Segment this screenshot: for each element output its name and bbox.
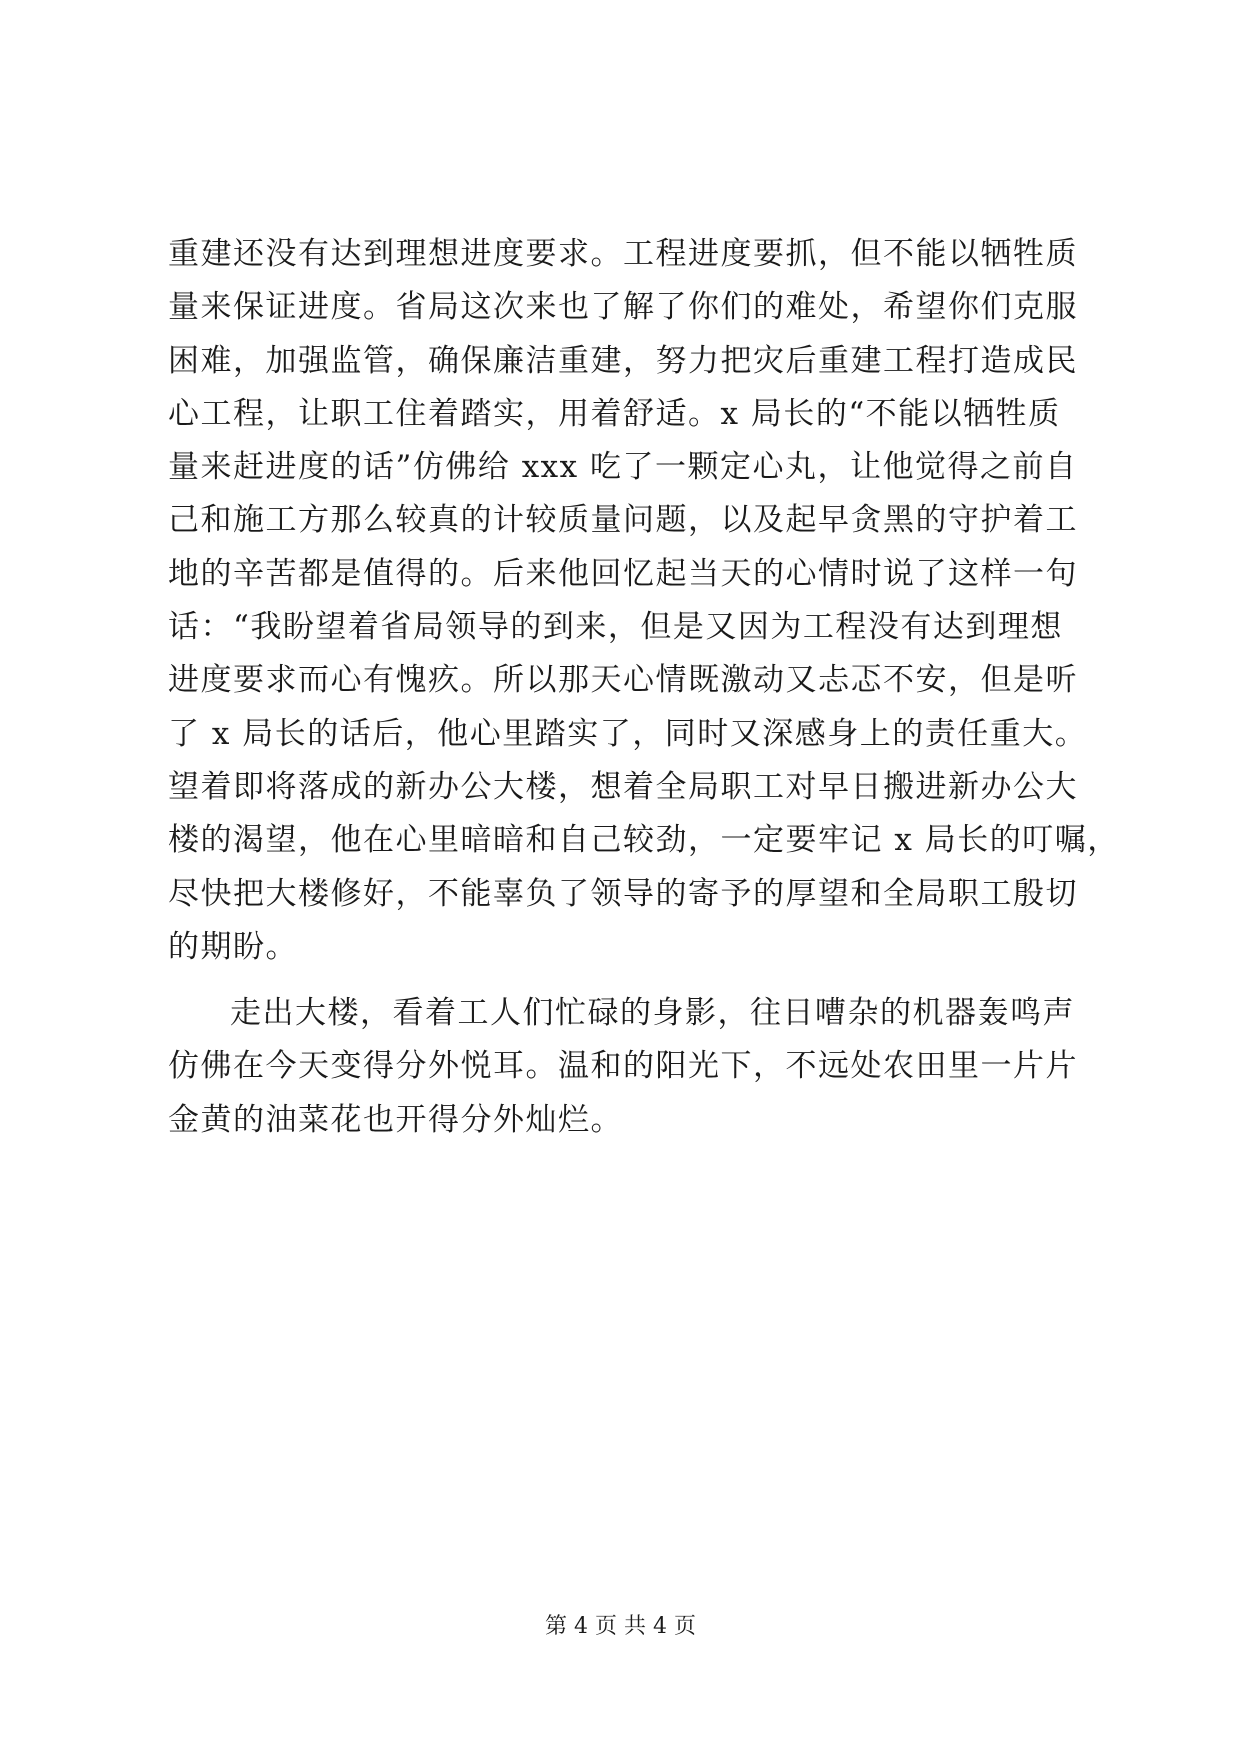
text-line: 尽快把大楼修好，不能辜负了领导的寄予的厚望和全局职工殷切: [168, 875, 1078, 912]
text-line: 地的辛苦都是值得的。后来他回忆起当天的心情时说了这样一句: [168, 555, 1078, 592]
text-line: 金黄的油菜花也开得分外灿烂。: [168, 1101, 623, 1138]
text-line: 仿佛在今天变得分外悦耳。温和的阳光下，不远处农田里一片片: [168, 1048, 1078, 1085]
text-line: 进度要求而心有愧疚。所以那天心情既激动又忐忑不安，但是听: [168, 662, 1078, 699]
page-number-footer: 第 4 页 共 4 页: [545, 1614, 696, 1639]
text-line: 量来赶进度的话”仿佛给 xxx 吃了一颗定心丸，让他觉得之前自: [168, 449, 1078, 486]
text-line: 己和施工方那么较真的计较质量问题，以及起早贪黑的守护着工: [168, 502, 1078, 539]
text-line: 的期盼。: [168, 928, 298, 965]
paragraph-2: [168, 987, 1088, 1147]
body-text: [168, 228, 1120, 1147]
paragraph-spacer: [168, 974, 1088, 987]
text-line: 楼的渴望，他在心里暗暗和自己较劲，一定要牢记 x 局长的叮嘱，: [168, 822, 1120, 859]
text-line: 望着即将落成的新办公大楼，想着全局职工对早日搬进新办公大: [168, 768, 1078, 805]
text-line: 重建还没有达到理想进度要求。工程进度要抓，但不能以牺牲质: [168, 236, 1078, 272]
text-line: 心工程，让职工住着踏实，用着舒适。x 局长的“不能以牺牲质: [168, 395, 1061, 432]
text-line: 困难，加强监管，确保廉洁重建，努力把灾后重建工程打造成民: [168, 342, 1078, 379]
text-line: 量来保证进度。省局这次来也了解了你们的难处，希望你们克服: [168, 289, 1078, 326]
text-line: 了 x 局长的话后，他心里踏实了，同时又深感身上的责任重大。: [168, 715, 1088, 752]
text-line: 走出大楼，看着工人们忙碌的身影，往日嘈杂的机器轰鸣声: [230, 995, 1075, 1032]
text-line: 话：“我盼望着省局领导的到来，但是又因为工程没有达到理想: [168, 609, 1063, 646]
paragraph-1: [168, 228, 1120, 974]
